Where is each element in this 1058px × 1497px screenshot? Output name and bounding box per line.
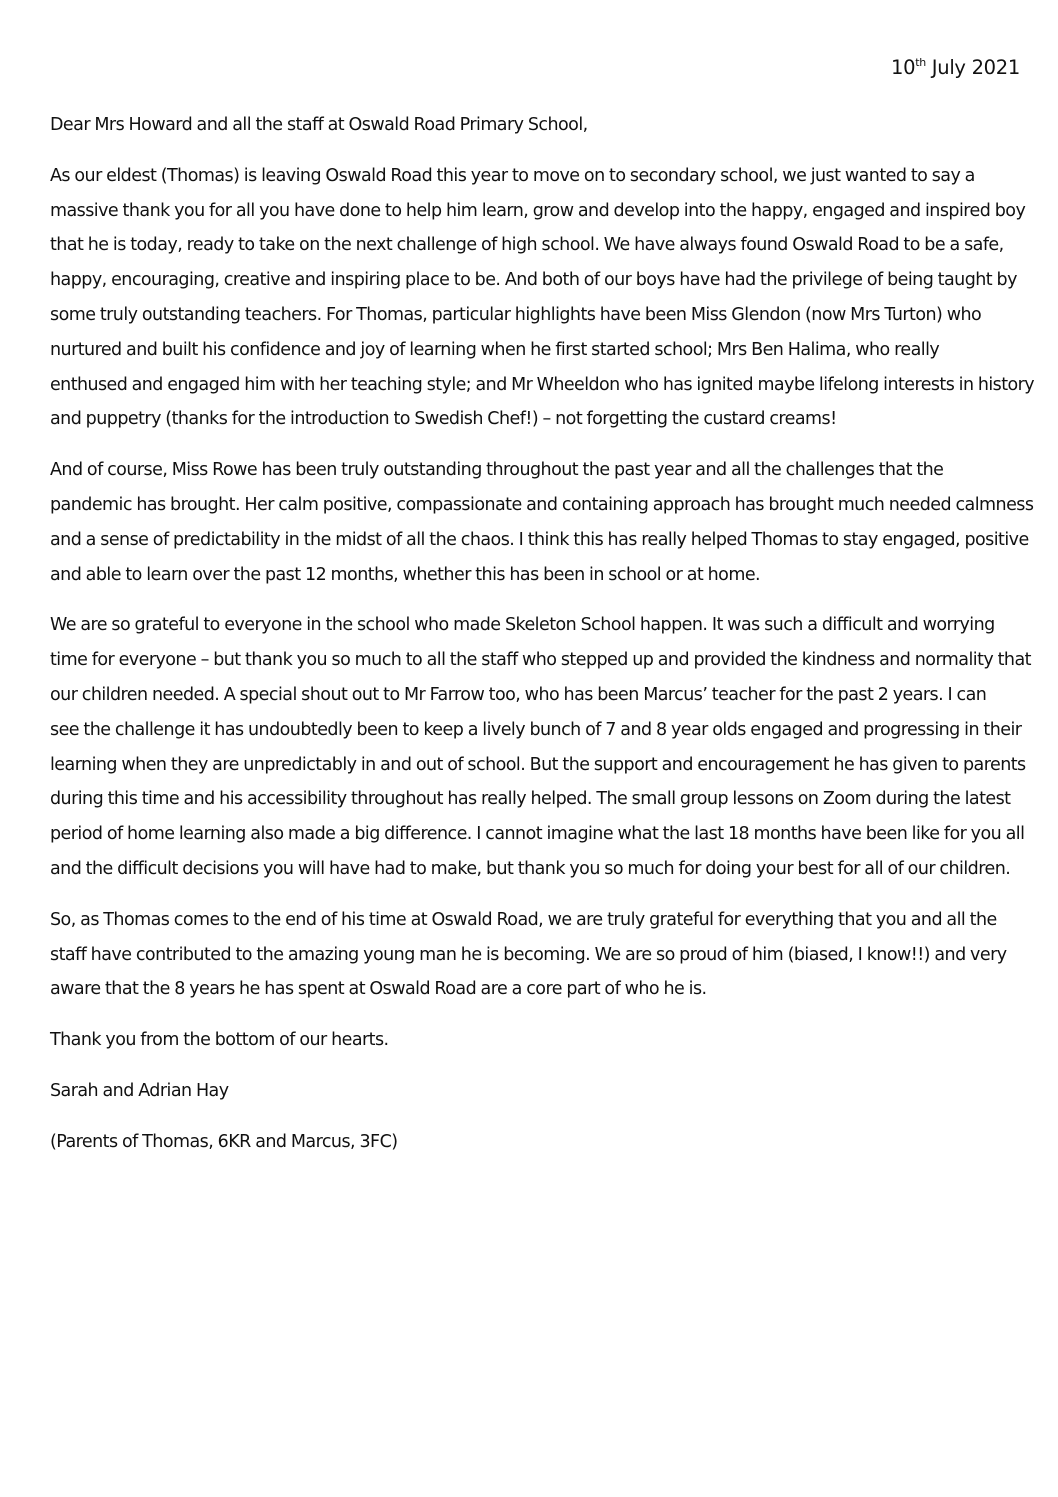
text-line: time for everyone – but thank you so much to all the staff who stepped up and provided the kindness and normality that bbox=[50, 650, 1031, 671]
salutation: Dear Mrs Howard and all the staff at Oswald Road Primary School, bbox=[50, 115, 588, 135]
text-line: And of course, Miss Rowe has been truly outstanding throughout the past year and all the challenges that the bbox=[50, 460, 944, 481]
text-line: during this time and his accessibility throughout has really helped. The small group lessons on Zoom during the latest bbox=[50, 789, 1011, 810]
text-line: happy, encouraging, creative and inspiring place to be. And both of our boys have had the privilege of being taught by bbox=[50, 270, 1017, 291]
text-line: nurtured and built his confidence and joy of learning when he first started school; Mrs Ben Halima, who really bbox=[50, 339, 940, 360]
date-month-year: July 2021 bbox=[925, 56, 1020, 79]
text-line: and puppetry (thanks for the introduction to Swedish Chef!) – not forgetting the custard creams! bbox=[50, 409, 837, 430]
date-ordinal-suffix: th bbox=[915, 55, 926, 69]
paragraph-miss-rowe bbox=[50, 453, 1034, 592]
text-line: and able to learn over the past 12 months, whether this has been in school or at home. bbox=[50, 564, 761, 585]
text-line: aware that the 8 years he has spent at Oswald Road are a core part of who he is. bbox=[50, 979, 707, 1000]
text-line: As our eldest (Thomas) is leaving Oswald Road this year to move on to secondary school, we just wanted to say a bbox=[50, 165, 975, 186]
text-line: enthused and engaged him with her teaching style; and Mr Wheeldon who has ignited maybe lifelong interests in history bbox=[50, 374, 1035, 395]
text-line: that he is today, ready to take on the next challenge of high school. We have always found Oswald Road to be a safe, bbox=[50, 235, 1004, 256]
text-line: We are so grateful to everyone in the school who made Skeleton School happen. It was such a difficult and worrying bbox=[50, 615, 995, 636]
text-line: some truly outstanding teachers. For Thomas, particular highlights have been Miss Glendon (now Mrs Turton) who bbox=[50, 304, 982, 325]
text-line: So, as Thomas comes to the end of his time at Oswald Road, we are truly grateful for everything that you and all the bbox=[50, 909, 997, 930]
paragraph-skeleton-school bbox=[50, 608, 1031, 886]
text-line: learning when they are unpredictably in and out of school. But the support and encouragement he has given to parents bbox=[50, 754, 1026, 775]
text-line: staff have contributed to the amazing young man he is becoming. We are so proud of him (biased, I know!!) and very bbox=[50, 944, 1007, 965]
date-day: 10 bbox=[891, 56, 916, 79]
text-line: and a sense of predictability in the midst of all the chaos. I think this has really helped Thomas to stay engaged, positive bbox=[50, 529, 1029, 550]
postscript: (Parents of Thomas, 6KR and Marcus, 3FC) bbox=[50, 1131, 398, 1152]
text-line: massive thank you for all you have done to help him learn, grow and develop into the happy, engaged and inspired boy bbox=[50, 200, 1026, 221]
text-line: our children needed. A special shout out to Mr Farrow too, who has been Marcus’ teacher for the past 2 years. I can bbox=[50, 684, 987, 705]
text-line: pandemic has brought. Her calm positive, compassionate and containing approach has brought much needed calmness bbox=[50, 494, 1034, 515]
signature: Sarah and Adrian Hay bbox=[50, 1080, 229, 1101]
letter-body bbox=[50, 108, 1035, 1176]
paragraph-thanks-thomas bbox=[50, 159, 1035, 437]
text-line: and the difficult decisions you will have had to make, but thank you so much for doing your best for all of our children. bbox=[50, 858, 1011, 879]
closing: Thank you from the bottom of our hearts. bbox=[50, 1030, 389, 1051]
text-line: see the challenge it has undoubtedly been to keep a lively bunch of 7 and 8 year olds engaged and progressing in their bbox=[50, 719, 1022, 740]
text-line: period of home learning also made a big difference. I cannot imagine what the last 18 months have been like for you all bbox=[50, 824, 1025, 845]
paragraph-grateful bbox=[50, 903, 1010, 1007]
letter-date bbox=[891, 56, 1020, 79]
